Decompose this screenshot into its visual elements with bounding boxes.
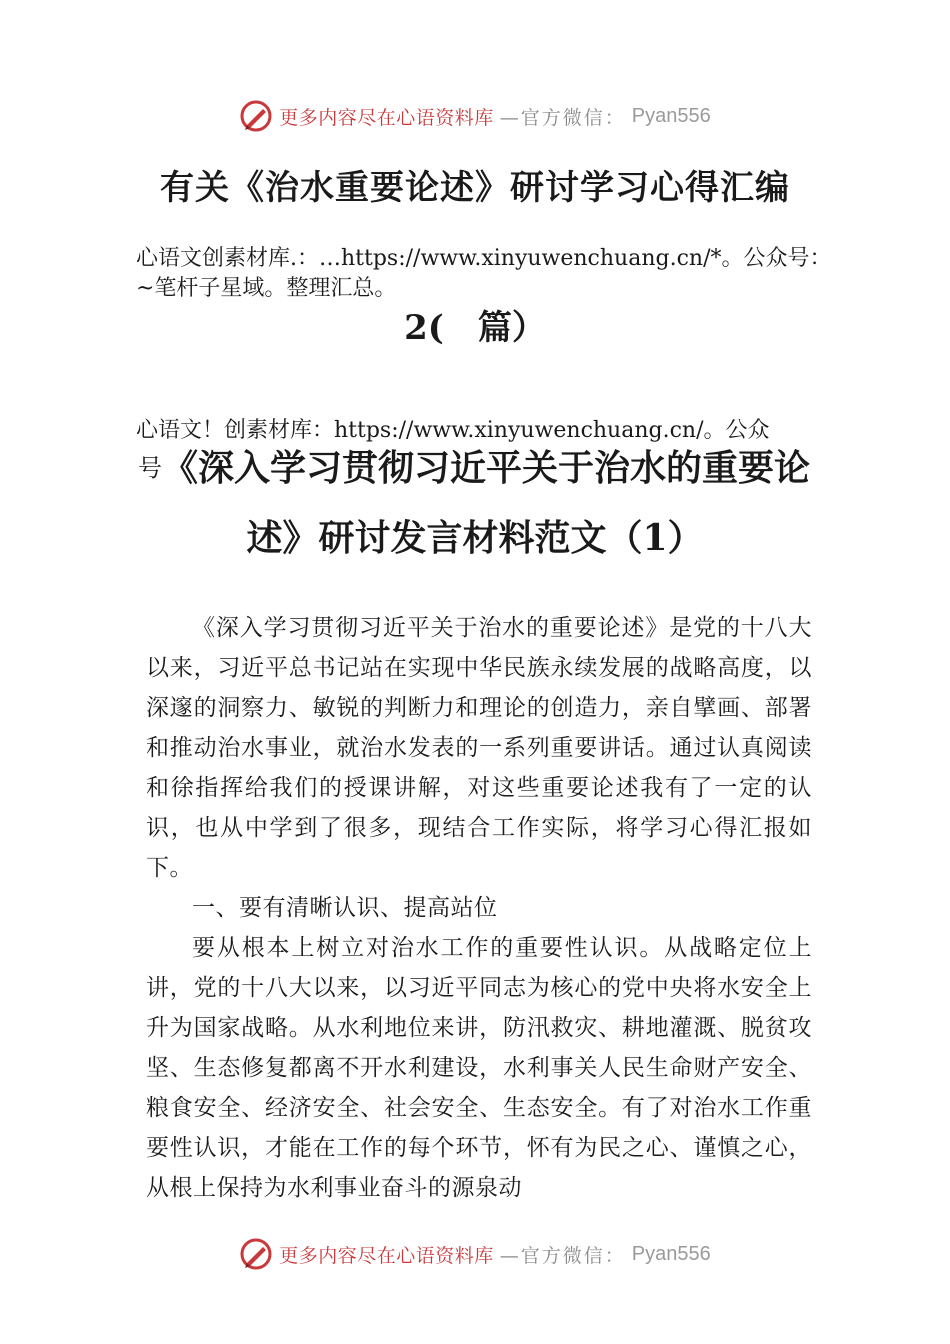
- footer-watermark-banner: [0, 1234, 950, 1274]
- article-body: [146, 608, 812, 1208]
- section-title-line-1: [138, 440, 858, 491]
- article-count: 2( 篇）: [404, 308, 546, 348]
- body-paragraph: 要从根本上树立对治水工作的重要性认识。从战略定位上讲，党的十八大以来，以习近平同志为核心的党中央将水安全上升为国家战略。从水利地位来讲，防汛救灾、耕地灌溉、脱贫攻坚、生态修复都离不开水利建设，水利事关人民生命财产安全、粮食安全、经济安全、社会安全、生态安全。有了对治水工作重要性认识，才能在工作的每个环节，怀有为民之心、谨慎之心，从根上保持为水利事业奋斗的源泉动: [146, 935, 812, 1201]
- section-title-prefix: 号: [138, 454, 162, 482]
- section-title-line-2: 述》研讨发言材料范文（1）: [246, 517, 704, 559]
- header-watermark-banner: [0, 96, 950, 136]
- banner-main-text: 更多内容尽在心语资料库: [279, 106, 494, 129]
- body-heading: 一、要有清晰认识、提高站位: [192, 895, 498, 921]
- document-title: 有关《治水重要论述》研讨学习心得汇编: [160, 168, 790, 208]
- banner-main-text: 更多内容尽在心语资料库: [279, 1244, 494, 1267]
- source-line-2: 心语文！创素材库：https://www.xinyuwenchuang.cn/。公众: [136, 418, 770, 443]
- pen-logo-icon: [239, 99, 273, 133]
- body-paragraph: 《深入学习贯彻习近平关于治水的重要论述》是党的十八大以来，习近平总书记站在实现中华民族永续发展的战略高度，以深邃的洞察力、敏锐的判断力和理论的创造力，亲自擘画、部署和推动治水事业，就治水发表的一系列重要讲话。通过认真阅读和徐指挥给我们的授课讲解，对这些重要论述我有了一定的认识，也从中学到了很多，现结合工作实际，将学习心得汇报如下。: [146, 615, 812, 881]
- pen-logo-icon: [239, 1237, 273, 1271]
- banner-separator-text: —官方微信：: [499, 106, 626, 129]
- source-line-1: 心语文创素材库.：…https://www.xinyuwenchuang.cn/*。公众号：~笔杆子星域。整理汇总。: [136, 246, 832, 301]
- section-title-text-1: 《深入学习贯彻习近平关于治水的重要论: [162, 447, 811, 489]
- banner-separator-text: —官方微信：: [499, 1244, 626, 1267]
- banner-wechat-id: Pyan556: [631, 104, 711, 127]
- banner-wechat-id: Pyan556: [631, 1242, 711, 1265]
